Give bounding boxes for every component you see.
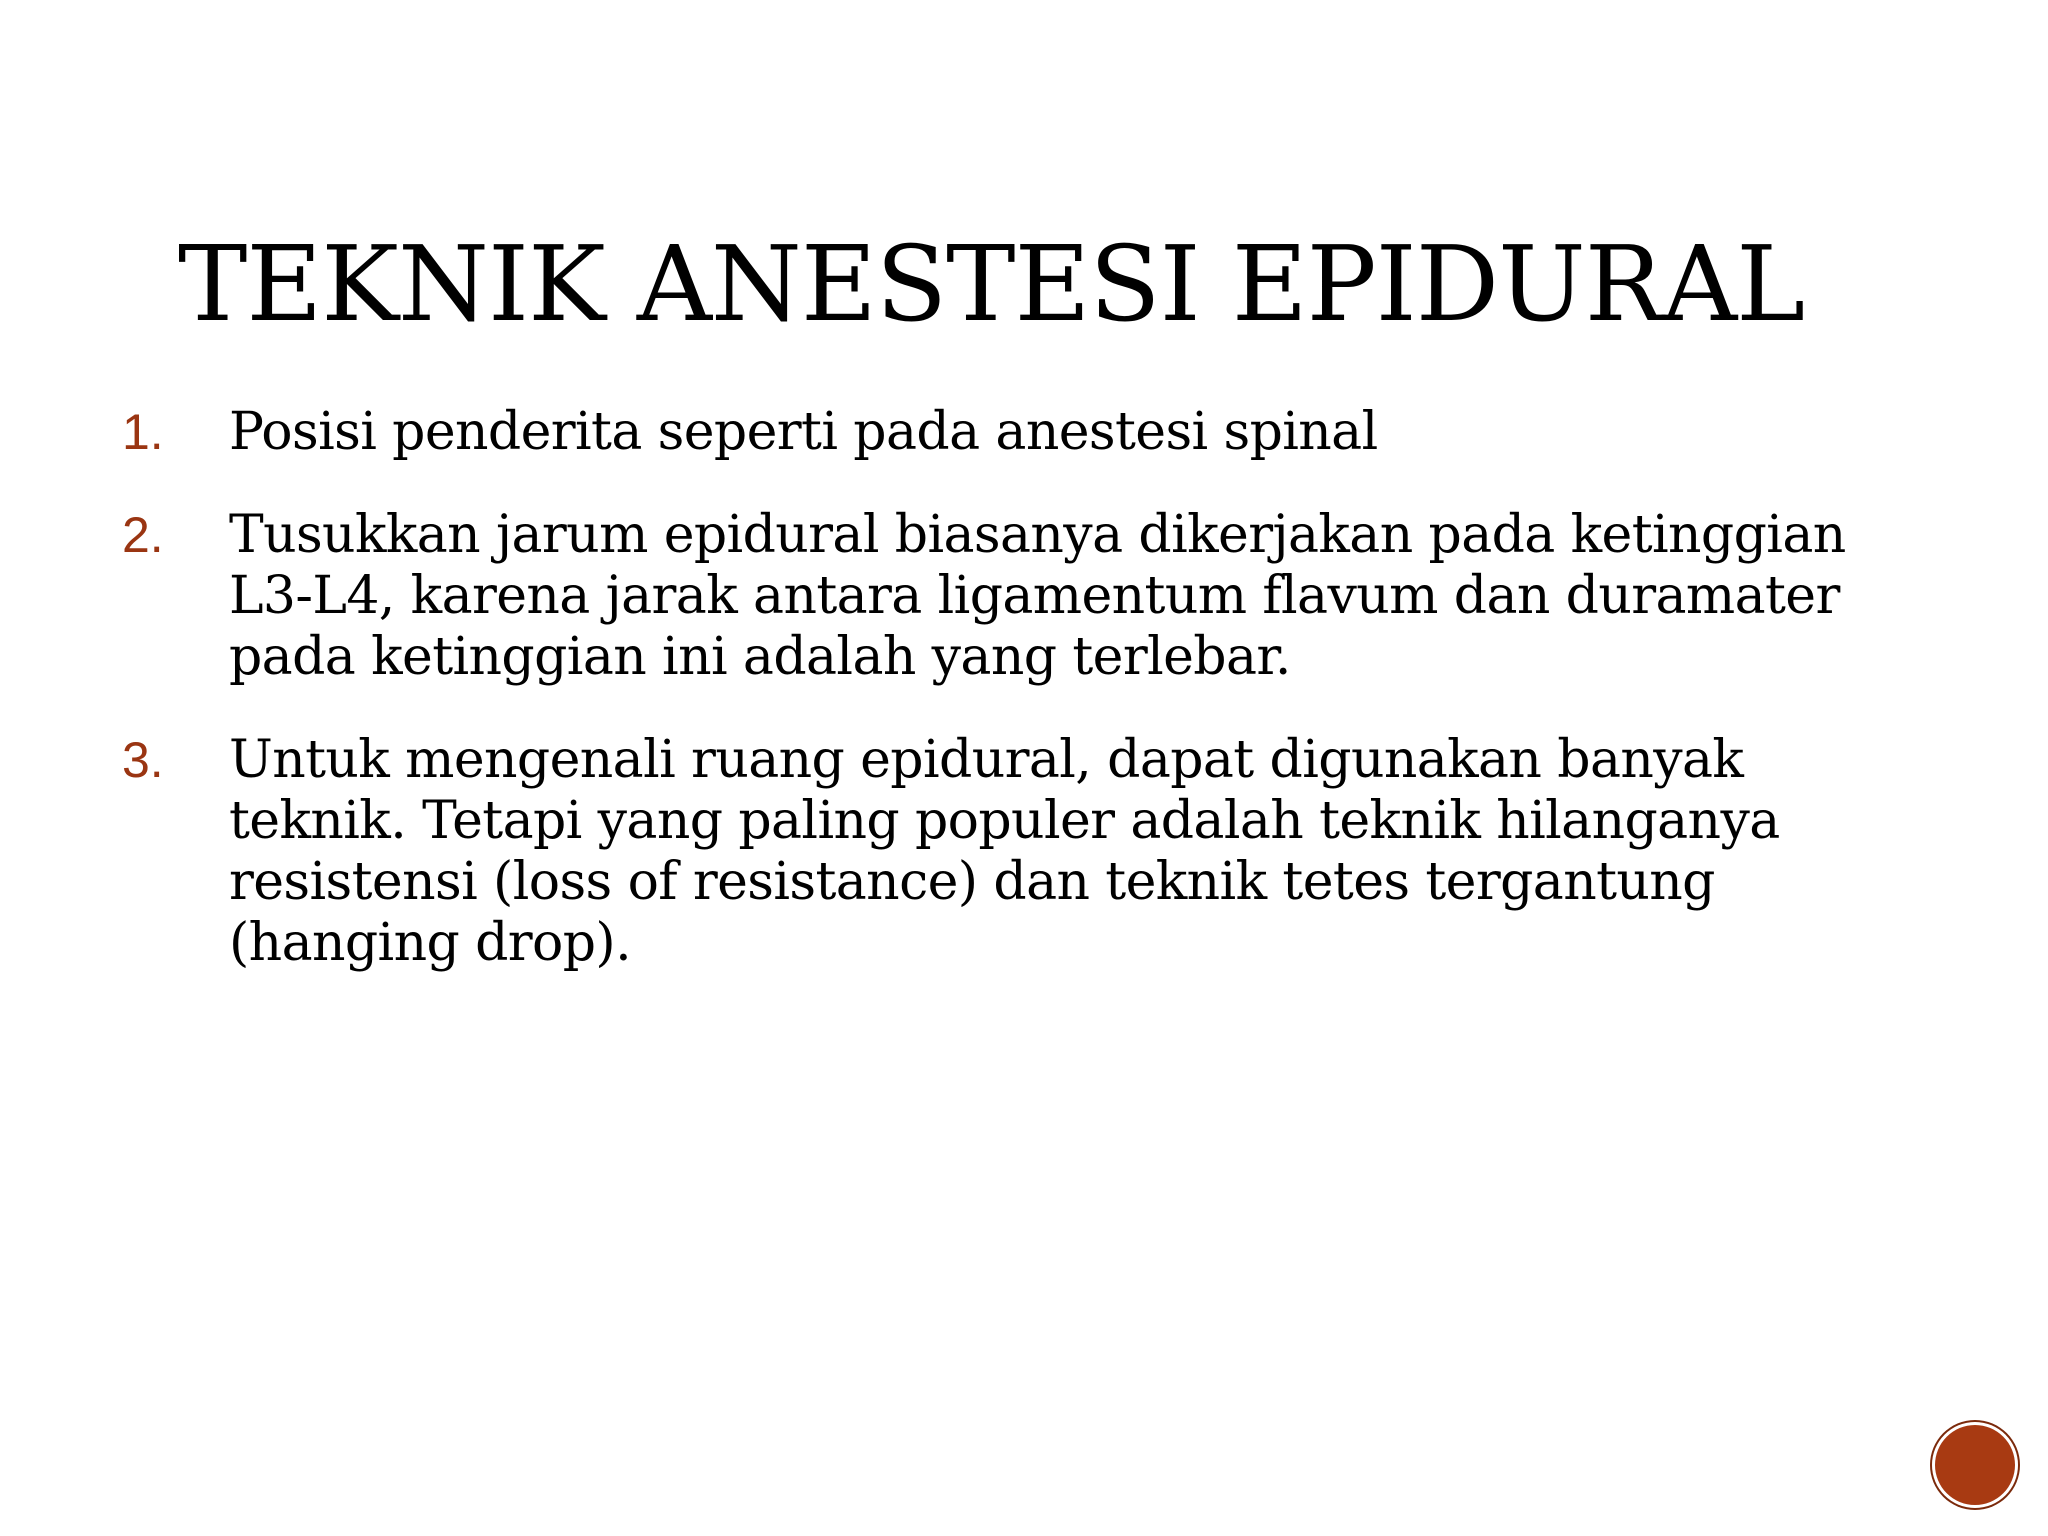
list-item-number: 1.	[122, 404, 164, 460]
list-item-text: Posisi penderita seperti pada anestesi spinal	[229, 402, 1378, 462]
list-item-number: 3.	[122, 732, 164, 788]
list-item-text: Untuk mengenali ruang epidural, dapat digunakan banyak teknik. Tetapi yang paling populer adalah teknik hilanganya resistensi (loss of resistance) dan teknik tetes tergantung (hanging drop).	[229, 730, 1780, 973]
decorative-circle-badge	[1932, 1422, 2018, 1508]
numbered-list	[122, 402, 1922, 1016]
list-item	[122, 402, 1922, 463]
slide-title: TEKNIK ANESTESI EPIDURAL	[178, 223, 1805, 345]
list-item-text: Tusukkan jarum epidural biasanya dikerjakan pada ketinggian L3-L4, karena jarak antara ligamentum flavum dan duramater pada ketinggian ini adalah yang terlebar.	[229, 505, 1846, 687]
list-item	[122, 730, 1922, 974]
list-item	[122, 505, 1922, 688]
list-item-number: 2.	[122, 507, 164, 563]
